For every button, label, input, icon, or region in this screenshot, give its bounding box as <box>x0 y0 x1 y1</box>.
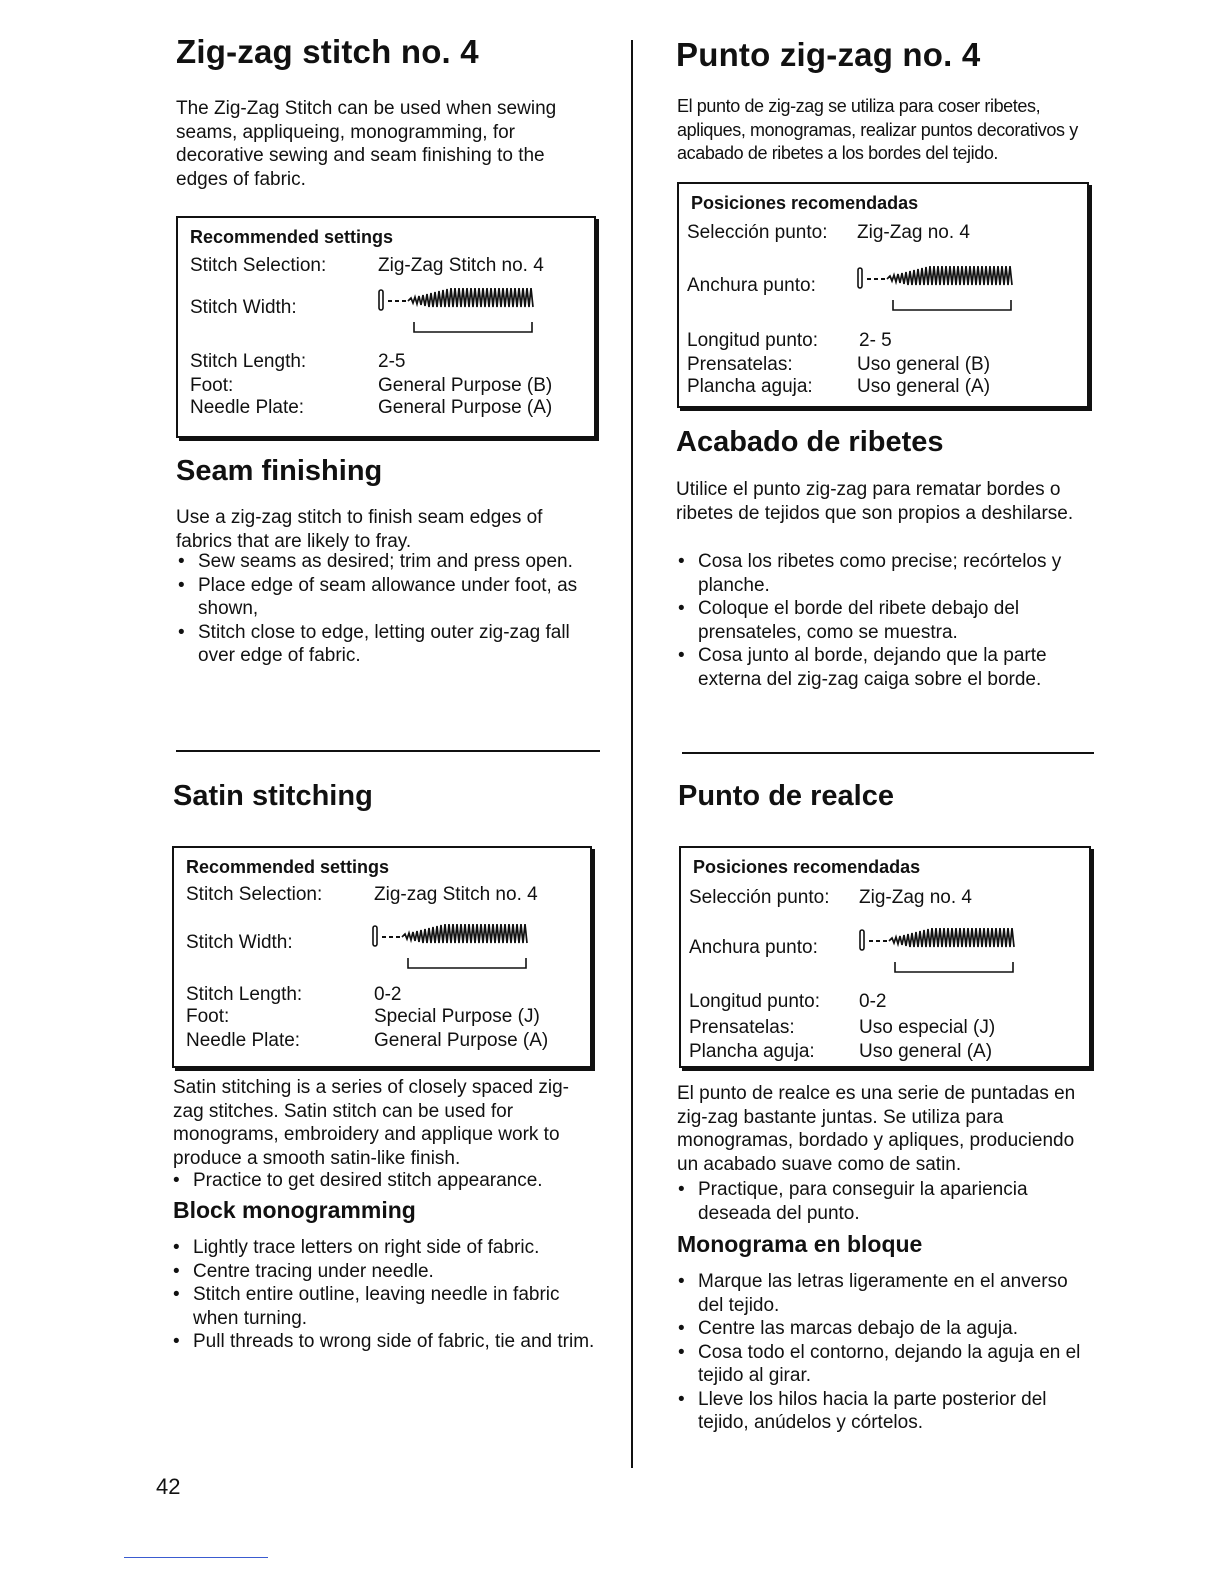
section-rule <box>176 750 600 752</box>
list-item: • Pull threads to wrong side of fabric, tie and trim. <box>171 1330 596 1354</box>
settings-title: Recommended settings <box>186 857 390 877</box>
settings-label: Longitud punto: <box>689 991 821 1012</box>
settings-label: Stitch Width: <box>190 297 297 318</box>
settings-label: Stitch Length: <box>190 351 307 372</box>
satin-bullets <box>171 1169 596 1193</box>
seam-title: Seam finishing <box>176 455 383 487</box>
settings-label: Anchura punto: <box>689 937 818 958</box>
settings-value: 2-5 <box>378 351 406 372</box>
realce-title: Punto de realce <box>678 780 894 812</box>
realce-settings-box <box>679 846 1091 1068</box>
list-item: • Cosa todo el contorno, dejando la aguja en el tejido al girar. <box>676 1341 1096 1388</box>
list-item: • Practice to get desired stitch appearance. <box>171 1169 596 1193</box>
list-item: • Stitch entire outline, leaving needle in fabric when turning. <box>171 1283 596 1330</box>
settings-value: Uso especial (J) <box>859 1017 996 1038</box>
settings-value: Uso general (B) <box>857 354 991 375</box>
settings-label: Anchura punto: <box>687 275 816 296</box>
list-item: • Place edge of seam allowance under foot, as shown, <box>176 574 596 621</box>
settings-label: Prensatelas: <box>689 1017 795 1038</box>
list-item: • Lightly trace letters on right side of fabric. <box>171 1236 596 1260</box>
settings-title: Posiciones recomendadas <box>691 193 919 213</box>
settings-value: General Purpose (A) <box>374 1030 549 1051</box>
posiciones-settings-box <box>677 182 1089 408</box>
settings-label: Plancha aguja: <box>689 1041 815 1062</box>
list-item: • Stitch close to edge, letting outer zig-zag fall over edge of fabric. <box>176 621 596 668</box>
seam-intro: Use a zig-zag stitch to finish seam edges of fabrics that are likely to fray. <box>176 507 543 552</box>
monograma-title: Monograma en bloque <box>677 1231 923 1257</box>
zigzag-title: Zig-zag stitch no. 4 <box>176 33 479 70</box>
block-title: Block monogramming <box>173 1197 416 1223</box>
list-item: • Coloque el borde del ribete debajo del prensateles, como se muestra. <box>676 597 1096 644</box>
settings-value: Zig-Zag no. 4 <box>859 887 972 908</box>
zigzag-intro: The Zig-Zag Stitch can be used when sewing seams, appliqueing, monogramming, for decorative sewing and seam finishing to the edges of fabric. <box>176 98 557 190</box>
settings-value: Uso general (A) <box>859 1041 993 1062</box>
stitch-width-icon <box>372 924 532 974</box>
list-item: • Practique, para conseguir la apariencia deseada del punto. <box>676 1178 1096 1225</box>
scan-edge-line <box>124 1557 268 1558</box>
list-item: • Cosa junto al borde, dejando que la parte externa del zig-zag caiga sobre el borde. <box>676 644 1096 691</box>
acabado-bullets <box>676 550 1096 691</box>
seam-bullets <box>176 550 596 668</box>
settings-title: Recommended settings <box>190 227 394 247</box>
settings-label: Stitch Selection: <box>186 884 323 905</box>
settings-label: Prensatelas: <box>687 354 793 375</box>
stitch-width-icon <box>859 928 1019 978</box>
stitch-width-icon <box>378 288 538 338</box>
acabado-title: Acabado de ribetes <box>676 426 944 458</box>
settings-label: Plancha aguja: <box>687 376 813 397</box>
list-item: • Centre tracing under needle. <box>171 1260 596 1284</box>
satin-title: Satin stitching <box>173 780 373 812</box>
list-item: • Cosa los ribetes como precise; recórtelos y planche. <box>676 550 1096 597</box>
settings-value: Special Purpose (J) <box>374 1006 540 1027</box>
settings-value: Zig-zag Stitch no. 4 <box>374 884 538 905</box>
list-item: • Lleve los hilos hacia la parte posterior del tejido, anúdelos y córtelos. <box>676 1388 1096 1435</box>
settings-label: Foot: <box>186 1006 230 1027</box>
monograma-bullets <box>676 1270 1096 1435</box>
settings-label: Longitud punto: <box>687 330 819 351</box>
settings-value: General Purpose (A) <box>378 397 553 418</box>
settings-label: Selección punto: <box>689 887 830 908</box>
settings-label: Foot: <box>190 375 234 396</box>
list-item: • Sew seams as desired; trim and press open. <box>176 550 596 574</box>
realce-body: El punto de realce es una serie de puntadas en zig-zag bastante juntas. Se utiliza para monogramas, bordado y apliques, produciendo un acabado suave como de satin. <box>677 1083 1076 1175</box>
punto-zigzag-intro: El punto de zig-zag se utiliza para coser ribetes, apliques, monogramas, realizar puntos decorativos y acabado de ribetes a los bordes del tejido. <box>677 96 1078 163</box>
punto-zigzag-title: Punto zig-zag no. 4 <box>676 36 981 73</box>
settings-value: 2- 5 <box>859 330 892 351</box>
stitch-width-icon <box>857 266 1017 316</box>
settings-label: Stitch Selection: <box>190 255 327 276</box>
block-bullets <box>171 1236 596 1354</box>
settings-value: Zig-Zag no. 4 <box>857 222 970 243</box>
settings-label: Needle Plate: <box>190 397 305 418</box>
zigzag-settings-box <box>176 216 596 438</box>
list-item: • Marque las letras ligeramente en el anverso del tejido. <box>676 1270 1096 1317</box>
settings-value: Zig-Zag Stitch no. 4 <box>378 255 544 276</box>
settings-title: Posiciones recomendadas <box>693 857 921 877</box>
realce-bullets <box>676 1178 1096 1225</box>
settings-value: 0-2 <box>374 984 402 1005</box>
settings-value: 0-2 <box>859 991 887 1012</box>
settings-label: Stitch Width: <box>186 932 293 953</box>
settings-label: Stitch Length: <box>186 984 303 1005</box>
settings-label: Needle Plate: <box>186 1030 301 1051</box>
acabado-intro: Utilice el punto zig-zag para rematar bordes o ribetes de tejidos que son propios a deshilarse. <box>676 479 1074 524</box>
column-divider <box>631 40 633 1468</box>
settings-label: Selección punto: <box>687 222 828 243</box>
settings-value: Uso general (A) <box>857 376 991 397</box>
section-rule <box>682 752 1094 754</box>
satin-body: Satin stitching is a series of closely spaced zig-zag stitches. Satin stitch can be used for monograms, embroidery and applique work to produce a smooth satin-like finish. <box>173 1077 570 1169</box>
settings-value: General Purpose (B) <box>378 375 553 396</box>
list-item: • Centre las marcas debajo de la aguja. <box>676 1317 1096 1341</box>
satin-settings-box <box>172 846 592 1068</box>
page-number: 42 <box>156 1474 181 1499</box>
